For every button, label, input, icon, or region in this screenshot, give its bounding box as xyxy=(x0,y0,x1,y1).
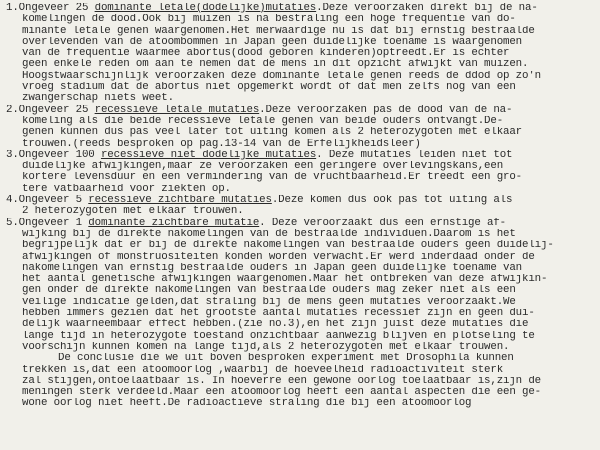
text-segment: vroeg stadium dat de abortus niet opgemerkt wordt of dat men zelfs nog van een xyxy=(22,82,516,94)
text-segment: komelingen de dood.Ook bij muizen is na bestraling een hoge frequentie van do- xyxy=(22,14,516,26)
text-line xyxy=(6,319,590,330)
underlined-heading: dominante zichtbare mutatie xyxy=(88,217,260,229)
text-line xyxy=(6,150,590,161)
text-segment: veilige indicatie gelden,dat straling bij de mens geen mutaties veroorzaakt.We xyxy=(22,296,516,308)
text-line xyxy=(6,353,590,364)
text-line xyxy=(6,14,590,25)
text-line xyxy=(6,71,590,82)
text-line xyxy=(6,342,590,353)
text-line xyxy=(6,229,590,240)
text-segment: nakomelingen van ernstig bestraalde ouders in Japan geen duidelijke toename van xyxy=(22,262,523,274)
text-line xyxy=(6,218,590,229)
text-segment: overlevenden van de atoombommen in Japan geen duidelijke toename is waargenomen xyxy=(22,36,523,48)
text-segment: Hoogstwaarschijnlijk veroorzaken deze dominante letale genen reeds de ddod op zo'n xyxy=(22,70,541,82)
text-line xyxy=(6,127,590,138)
text-line xyxy=(6,263,590,274)
text-segment: .Deze veroorzaken direkt bij de na- xyxy=(316,3,538,14)
text-line xyxy=(6,252,590,263)
text-segment: genen kunnen dus pas veel later tot uiting komen als 2 heterozygoten met elkaar xyxy=(22,127,523,139)
text-line xyxy=(6,365,590,376)
text-segment: 1.Ongeveer 25 xyxy=(6,3,95,14)
text-segment: gen onder de direkte nakomelingen van bestraalde ouders mag zeker niet als een xyxy=(22,285,516,297)
text-segment: lange tijd in heterozygote toestand onzichtbaar aanwezig blijven en plotseling te xyxy=(22,330,535,342)
text-segment: zal stijgen,ontoelaatbaar is. In hoeverre een gewone oorlog toelaatbaar is,zijn de xyxy=(22,375,541,387)
text-line xyxy=(6,139,590,150)
underlined-heading: dominante letale(dodelijke)mutaties xyxy=(94,3,317,14)
text-segment: voorschijn kunnen komen na lange tijd,als 2 heterozygoten met elkaar trouwen. xyxy=(22,341,510,353)
text-segment: wijking bij de direkte nakomelingen van de bestraalde individuen.Daarom is het xyxy=(22,228,516,240)
text-line xyxy=(6,93,590,104)
text-line xyxy=(6,285,590,296)
text-segment: het aantal genetische afwijkingen waargenomen.Maar het ontbreken van deze afwijkin- xyxy=(22,274,548,286)
text-segment: De conclusie die we uit boven besproken experiment met Drosophila kunnen xyxy=(58,353,514,365)
text-segment: .Deze veroorzaken pas de dood van de na- xyxy=(259,104,513,116)
text-segment: 3.Ongeveer 100 xyxy=(6,149,101,161)
text-line xyxy=(6,398,590,409)
text-line xyxy=(6,184,590,195)
text-line xyxy=(6,82,590,93)
text-segment: 2 heterozygoten met elkaar trouwen. xyxy=(22,206,244,218)
text-segment: wone oorlog niet heeft.De radioactieve straling die bij een atoomoorlog xyxy=(22,398,472,410)
text-segment: 4.Ongeveer 5 xyxy=(6,195,89,207)
text-line xyxy=(6,48,590,59)
text-segment: minante letale genen waargenomen.Het merwaardige nu is dat bij ernstig bestraalde xyxy=(22,25,535,37)
text-segment: van de frequentie waarmee abortus(dood geboren kinderen)optreedt.Er is echter xyxy=(22,48,510,60)
text-line xyxy=(6,105,590,116)
text-segment: trouwen.(reeds besproken op pag.13-14 van de Erfelijkheidsleer) xyxy=(22,138,421,150)
text-segment: .Deze komen dus ook pas tot uiting als xyxy=(271,195,513,207)
text-segment: 2.Ongeveer 25 xyxy=(6,104,95,116)
text-line xyxy=(6,195,590,206)
text-line xyxy=(6,274,590,285)
text-segment: . Deze veroorzaakt dus een ernstige af- xyxy=(259,217,507,229)
text-segment: tere vatbaarheid voor ziekten op. xyxy=(22,183,231,195)
text-segment: hebben immers gezien dat het grootste aantal mutaties recessief zijn en geen dui- xyxy=(22,308,535,320)
text-line xyxy=(6,59,590,70)
text-line xyxy=(6,206,590,217)
text-line xyxy=(6,331,590,342)
text-segment: meningen sterk verdeeld.Maar een atoomoorlog heeft een aantal aspecten die een ge- xyxy=(22,387,541,399)
text-segment: . Deze mutaties leiden niet tot xyxy=(316,149,513,161)
text-line xyxy=(6,26,590,37)
text-segment: komeling als die beide recessieve letale genen van beide ouders ontvangt.De- xyxy=(22,115,504,127)
text-line xyxy=(6,172,590,183)
text-line xyxy=(6,37,590,48)
text-segment: delijk waarneembaar effect hebben.(zie no.3),en het zijn juist deze mutaties die xyxy=(22,319,529,331)
text-segment: kortere levensduur en een vermindering van de vruchtbaarheid.Er treedt een gro- xyxy=(22,172,523,184)
text-line xyxy=(6,116,590,127)
text-line xyxy=(6,387,590,398)
text-line xyxy=(6,308,590,319)
text-segment: afwijkingen of monstruositeiten konden worden verwacht.Er werd inderdaad onder de xyxy=(22,251,535,263)
text-line xyxy=(6,3,590,14)
text-segment: geen enkele reden om aan te nemen dat de mens in dit opzicht afwijkt van muizen. xyxy=(22,59,529,71)
text-segment: begrijpelijk dat er bij de direkte nakomelingen van bestraalde ouders geen duidelij- xyxy=(22,240,554,252)
text-segment: 5.Ongeveer 1 xyxy=(6,217,89,229)
text-line xyxy=(6,240,590,251)
underlined-heading: recessieve zichtbare mutaties xyxy=(88,195,272,207)
document-body xyxy=(6,3,590,410)
text-segment: zwangerschap niets weet. xyxy=(22,93,174,105)
underlined-heading: recessieve letale mutaties xyxy=(94,104,260,116)
text-segment: trekken is,dat een atoomoorlog ,waarbij de hoeveelheid radioactiviteit sterk xyxy=(22,364,504,376)
text-segment: duidelijke afwijkingen,maar ze veroorzaken een geringere overlevingskans,een xyxy=(22,161,504,173)
text-line xyxy=(6,376,590,387)
text-line xyxy=(6,297,590,308)
text-line xyxy=(6,161,590,172)
underlined-heading: recessieve niet dodelijke mutaties xyxy=(100,149,317,161)
